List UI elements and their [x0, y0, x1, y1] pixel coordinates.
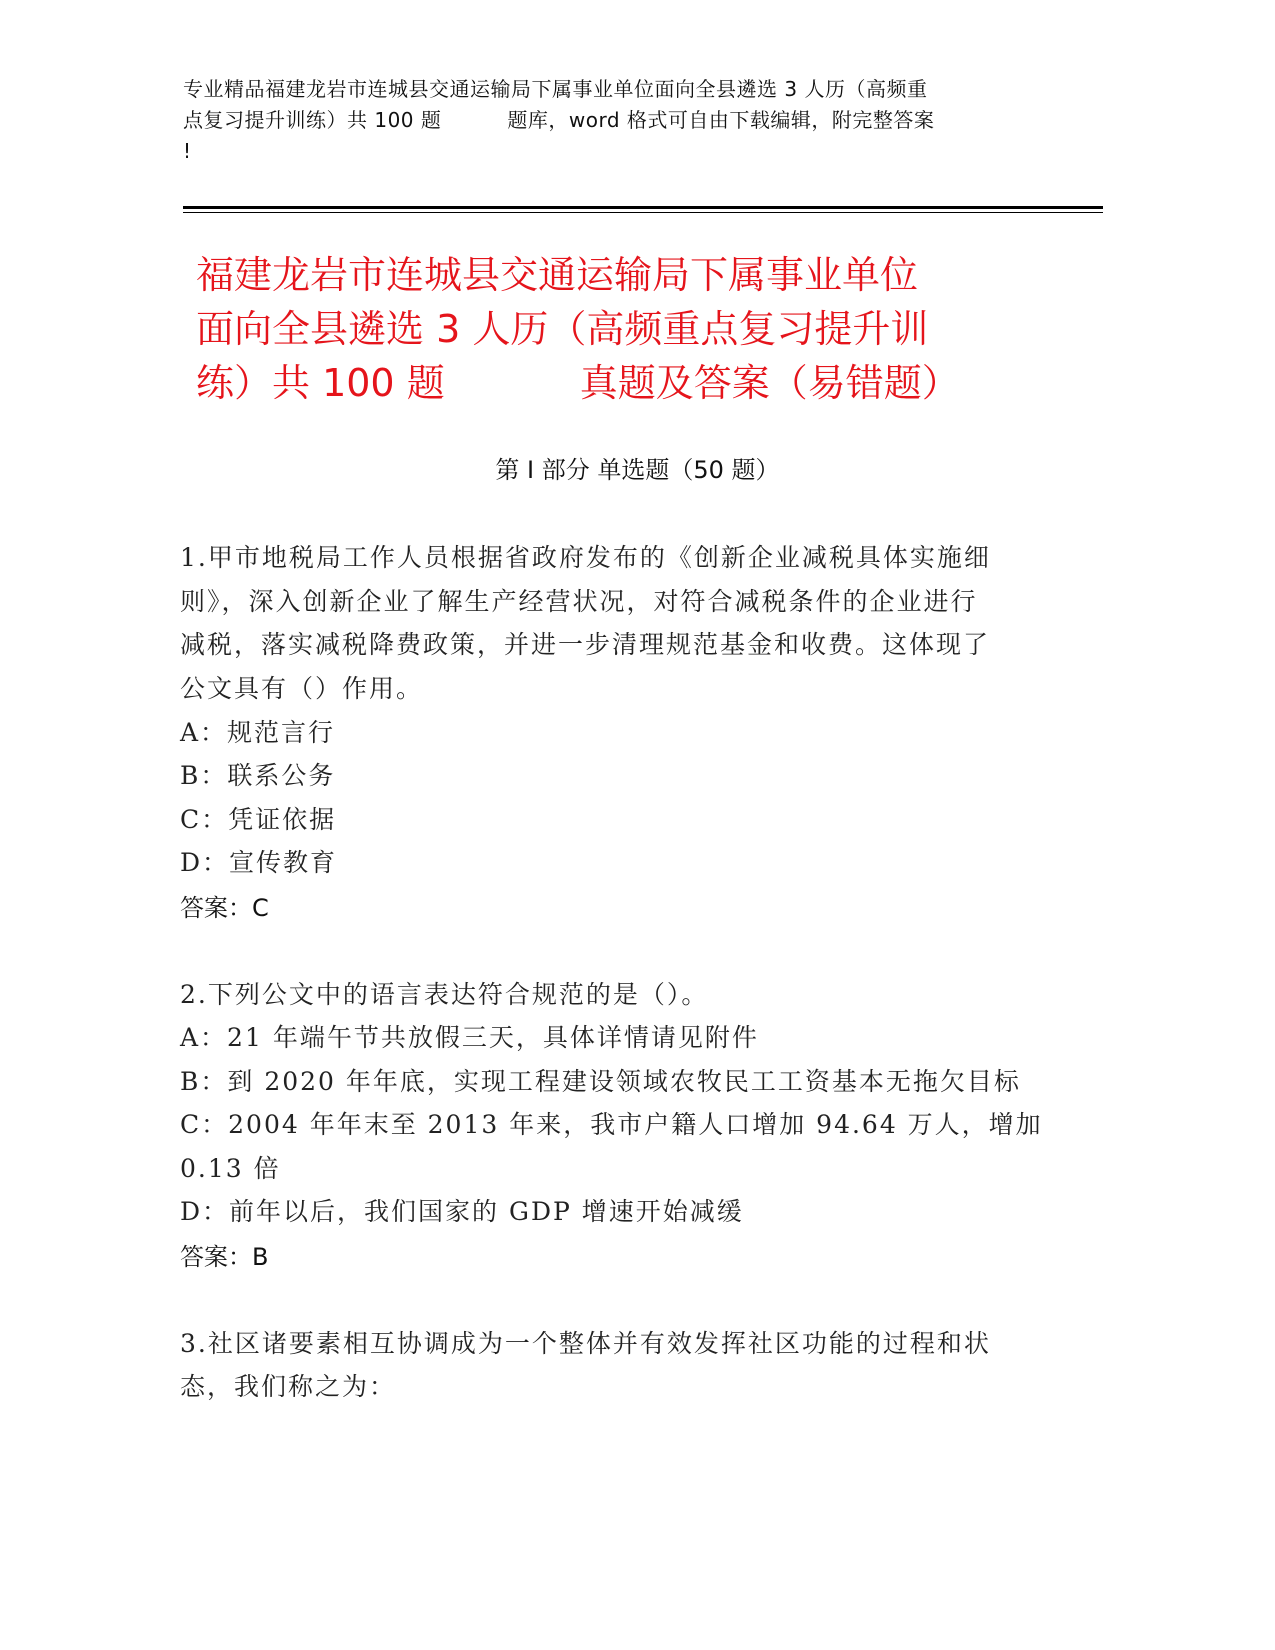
header-line-3: !: [183, 139, 192, 163]
question-2-option-a: A：21 年端午节共放假三天，具体详情请见附件: [180, 1023, 759, 1052]
question-1-line-2: 则》，深入创新企业了解生产经营状况，对符合减税条件的企业进行: [180, 587, 978, 616]
question-2-answer: 答案：B: [180, 1243, 269, 1271]
question-1-line-1: 1.甲市地税局工作人员根据省政府发布的《创新企业减税具体实施细: [180, 543, 991, 572]
section-heading: 第 I 部分 单选题（50 题）: [495, 456, 780, 484]
title-line-3: [196, 356, 1076, 410]
question-1-answer: 答案：C: [180, 894, 269, 922]
question-2-line-1: 2.下列公文中的语言表达符合规范的是（）。: [180, 980, 709, 1009]
title-line-3a: 练）共 100 题: [196, 361, 445, 405]
question-1-line-3: 减税，落实减税降费政策，并进一步清理规范基金和收费。这体现了: [180, 630, 991, 659]
question-3-line-1: 3.社区诸要素相互协调成为一个整体并有效发挥社区功能的过程和状: [180, 1329, 991, 1358]
header-note: [183, 74, 1063, 167]
question-1-line-4: 公文具有（）作用。: [180, 674, 424, 703]
question-1-option-b: B：联系公务: [180, 761, 336, 790]
question-3-line-2: 态，我们称之为：: [180, 1372, 397, 1401]
title-line-2: 面向全县遴选 3 人历（高频重点复习提升训: [196, 307, 929, 351]
header-divider-thick: [183, 206, 1103, 209]
question-2-option-d: D：前年以后，我们国家的 GDP 增速开始减缓: [180, 1197, 744, 1226]
header-divider-thin: [183, 212, 1103, 213]
document-title: [196, 248, 1076, 410]
question-1-option-d: D：宣传教育: [180, 848, 338, 877]
header-line-2b: 题库，word 格式可自由下载编辑，附完整答案: [507, 108, 935, 132]
title-line-1: 福建龙岩市连城县交通运输局下属事业单位: [196, 253, 919, 297]
question-2-option-c-cont: 0.13 倍: [180, 1154, 281, 1183]
question-1-option-c: C：凭证依据: [180, 805, 337, 834]
title-line-3b: 真题及答案（易错题）: [579, 361, 960, 405]
header-line-2a: 点复习提升训练）共 100 题: [183, 108, 442, 132]
question-2-option-b: B：到 2020 年年底，实现工程建设领域农牧民工工资基本无拖欠目标: [180, 1067, 1021, 1096]
question-1-option-a: A：规范言行: [180, 718, 336, 747]
header-line-1: 专业精品福建龙岩市连城县交通运输局下属事业单位面向全县遴选 3 人历（高频重: [183, 77, 928, 101]
question-2-option-c: C：2004 年年末至 2013 年来，我市户籍人口增加 94.64 万人，增加: [180, 1110, 1043, 1139]
header-line-2: [183, 105, 1063, 136]
